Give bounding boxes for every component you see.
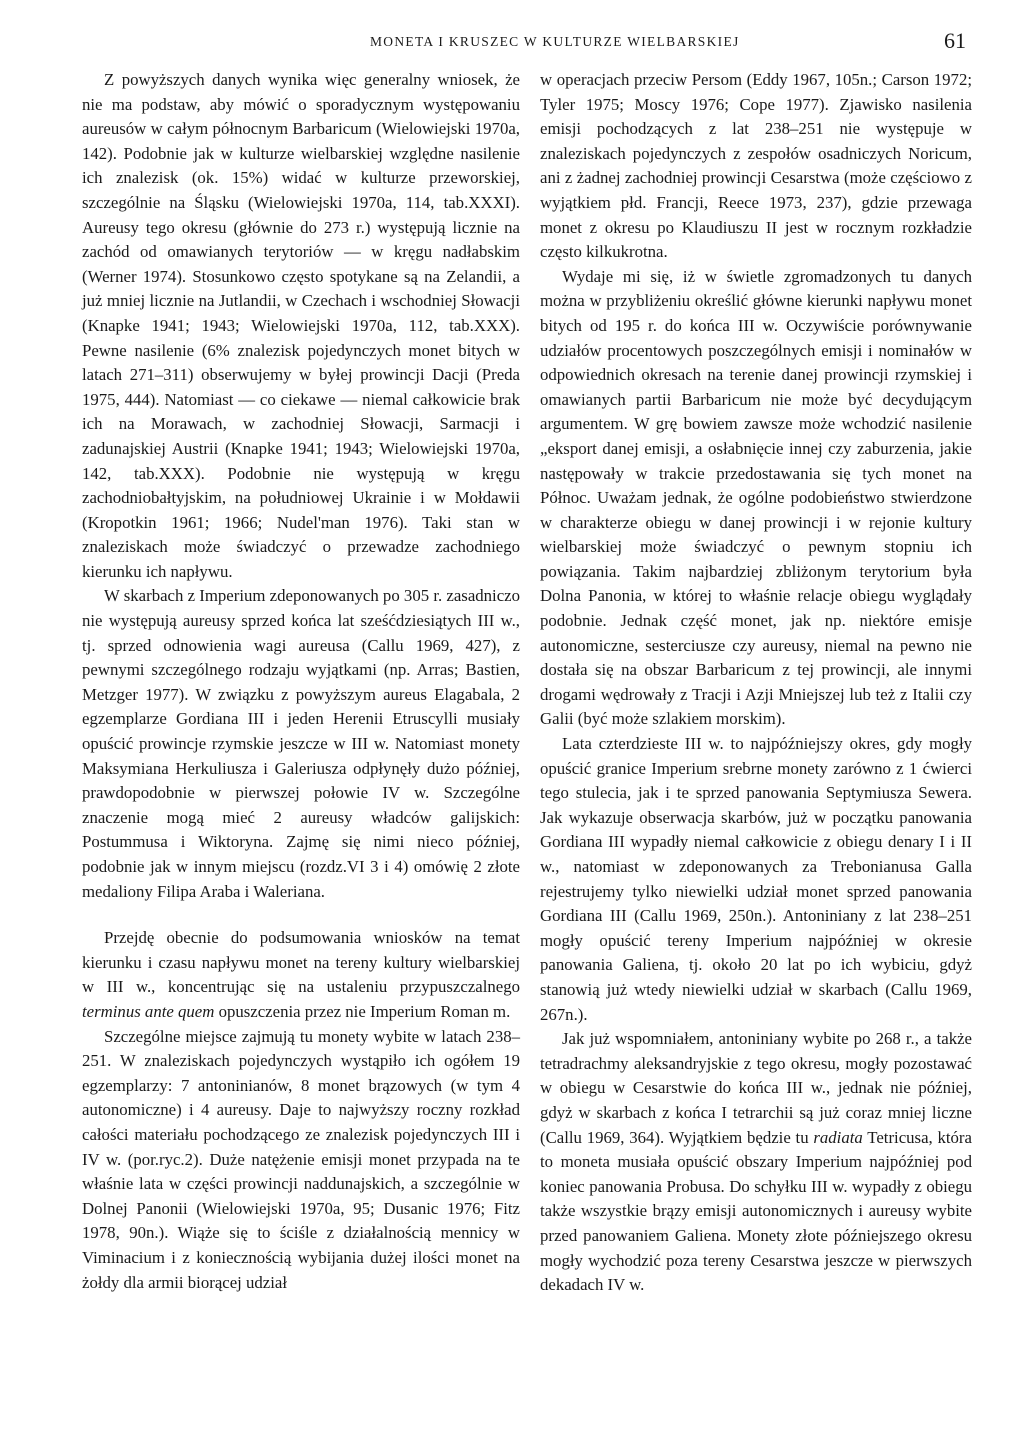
paragraph — [82, 926, 520, 1024]
paragraph: Szczególne miejsce zajmują tu monety wybite w latach 238–251. W znaleziskach pojedynczych wystąpiło ich ogółem 19 egzemplarzy: 7 antoninianów, 8 monet brązowych (w tym 4 autonomiczne) i 4 aureusy. Daje to najwyższy roczny rozkład całości materiału pochodzącego ze znalezisk pojedynczych III i IV w. (por.ryc.2). Duże natężenie emisji monet przypada na te właśnie lata w części prowincji naddunajskich, a szczególnie w Dolnej Panonii (Wielowiejski 1970a, 95; Dusanic 1976; Fitz 1978, 90n.). Wiąże się to ściśle z działalnością mennicy w Viminacium i z koniecznością wybijania dużej ilości monet na żołdy dla armii biorącej udział — [82, 1026, 520, 1292]
paragraph: W skarbach z Imperium zdeponowanych po 305 r. zasadniczo nie występują aureusy sprzed końca lat sześćdziesiątych III w., tj. sprzed odnowienia wagi aureusa (Callu 1969, 427), z pewnymi szczególnego rodzaju wyjątkami (np. Arras; Bastien, Metzger 1977). W związku z powyższym aureus Elagabala, 2 egzemplarze Gordiana III i jeden Herenii Etruscylli musiały opuścić prowincje rzymskie jeszcze w III w. Natomiast monety Maksymiana Herkuliusza i Galeriusza odpłynęły dużo później, prawdopodobnie w pierwszej połowie IV w. Szczególne znaczenie mogą mieć 2 aureusy władców galijskich: Postummusa i Wiktoryna. Zajmę się nimi nieco później, podobnie jak w innym miejscu (rozdz.VI 3 i 4) omówię 2 złote medaliony Filipa Araba i Waleriana. — [82, 586, 520, 901]
italic-term: terminus ante quem — [82, 1001, 215, 1021]
page-number: 61 — [944, 28, 966, 53]
paragraph: Wydaje mi się, iż w świetle zgromadzonych tu danych można w przybliżeniu określić główne kierunki napływu monet bitych od 195 r. do końca III w. Oczywiście porównywanie udziałów procentowych poszczególnych emisji i nominałów w odpowiednich okresach na terenie danej prowincji rzymskiej i omawianych partii Barbaricum nie może być decydującym argumentem. W grę bowiem zawsze może wchodzić nasilenie „eksport danej emisji, a osłabnięcie innej czy zaburzenia, jakie następowały w trakcie przedostawania się tych monet na Północ. Uważam jednak, że ogólne podobieństwo stwierdzone w charakterze obiegu w danej prowincji i w rejonie kultury wielbarskiej może świadczyć o pewnym stopniu ich powiązania. Takim najbardziej zbliżonym terytorium była Dolna Panonia, w której to właśnie relacje obiegu wyglądały podobnie. Jednak część monet, jak np. niektóre emisje autonomiczne, sesterciusze czy aureusy, niemal na pewno nie dostała się na obszar Barbaricum z tej prowincji, ale innymi drogami wędrowały z Tracji i Azji Mniejszej lub też z Italii czy Galii (być może szlakiem morskim). — [540, 266, 972, 729]
paragraph-text: Tetricusa, która to moneta musiała opuścić obszary Imperium najpóźniej pod koniec panowania Probusa. Do schyłku III w. wypadły z obiegu także wszystkie brązy emisji autonomicznych i aureusy wybite przed panowaniem Galiena. Monety złote późniejszego okresu mogły wychodzić poza tereny Cesarstwa jeszcze w pierwszych dekadach IV w. — [540, 1127, 972, 1295]
paragraph: Z powyższych danych wynika więc generalny wniosek, że nie ma podstaw, aby mówić o sporadycznym występowaniu aureusów w całym północnym Barbaricum (Wielowiejski 1970a, 142). Podobnie jak w kulturze wielbarskiej względne nasilenie ich znalezisk (ok. 15%) widać w kulturze przeworskiej, szczególnie na Śląsku (Wielowiejski 1970a, 114, tab.XXXI). Aureusy tego okresu (głównie do 273 r.) występują licznie na zachód od omawianych terytoriów — w kręgu nadłabskim (Werner 1974). Stosunkowo często spotykane są na Zelandii, a już mniej licznie na Jutlandii, w Czechach i wschodniej Słowacji (Knapke 1941; 1943; Wielowiejski 1970a, 112, tab.XXX). Pewne nasilenie (6% znalezisk pojedynczych monet bitych w latach 271–311) obserwujemy w byłej prowincji Dacji (Preda 1975, 444). Natomiast — co ciekawe — niemal całkowicie brak ich na Morawach, w zachodniej Słowacji, Sarmacji i zadunajskiej Austrii (Knapke 1941; 1943; Wielowiejski 1970a, 142, tab.XXX). Podobnie nie występują w kręgu zachodniobałtyjskim, na południowej Ukrainie i w Mołdawii (Kropotkin 1961; 1966; Nudel'man 1976). Taki stan w znaleziskach może świadczyć o przewadze zachodniego kierunku ich napływu. — [82, 70, 520, 581]
paragraph-text: Jak już wspomniałem, antoniniany wybite po 268 r., a także tetradrachmy aleksandryjskie z tego okresu, mogły pozostawać w obiegu w Cesarstwie do końca III w., jednak nie później, gdyż w skarbach z końca I tetrarchii są już coraz mniej liczne (Callu 1969, 364). Wyjątkiem będzie tu — [540, 1029, 972, 1147]
paragraph-text: opuszczenia przez nie Imperium Roman m. — [218, 1001, 511, 1021]
italic-term: radiata — [813, 1127, 863, 1147]
paragraph — [540, 1027, 972, 1298]
page-header — [80, 30, 966, 60]
right-column — [540, 68, 972, 1298]
paragraph: w operacjach przeciw Persom (Eddy 1967, 105n.; Carson 1972; Tyler 1975; Moscy 1976; Cope 1977). Zjawisko nasilenia emisji pochodzących z lat 238–251 nie występuje w znaleziskach pojedynczych z zespołów osadniczych Noricum, ani z żadnej zachodniej prowincji Cesarstwa (może częściowo z wyjątkiem płd. Francji, Reece 1973, 237), gdzie przewaga monet z okresu po Klaudiuszu II jest w rocznym rozkładzie często kilkukrotna. — [540, 70, 972, 262]
left-column — [82, 68, 520, 1295]
paragraph-text: Przejdę obecnie do podsumowania wniosków na temat kierunku i czasu napływu monet na tereny kultury wielbarskiej w III w., koncentrując się na ustaleniu przypuszczalnego — [82, 928, 520, 997]
paragraph: Lata czterdzieste III w. to najpóźniejszy okres, gdy mogły opuścić granice Imperium srebrne monety zarówno z 1 ćwierci tego stulecia, jak i te sprzed panowania Septymiusza Sewera. Jak wykazuje obserwacja skarbów, już w początku panowania Gordiana III wypadły niemal całkowicie z obiegu denary I i II w., natomiast w zdeponowanych za Trebonianusa Galla rejestrujemy tylko niewielki udział monet sprzed panowania Gordiana III (Callu 1969, 250n.). Antoniniany z lat 238–251 mogły opuścić tereny Imperium najpóźniej w okresie panowania Galiena, tj. około 20 lat po ich wybiciu, gdyż stanowią już wtedy niewielki udział w skarbach (Callu 1969, 267n.). — [540, 734, 972, 1024]
running-title: MONETA I KRUSZEC W KULTURZE WIELBARSKIEJ — [370, 34, 740, 49]
